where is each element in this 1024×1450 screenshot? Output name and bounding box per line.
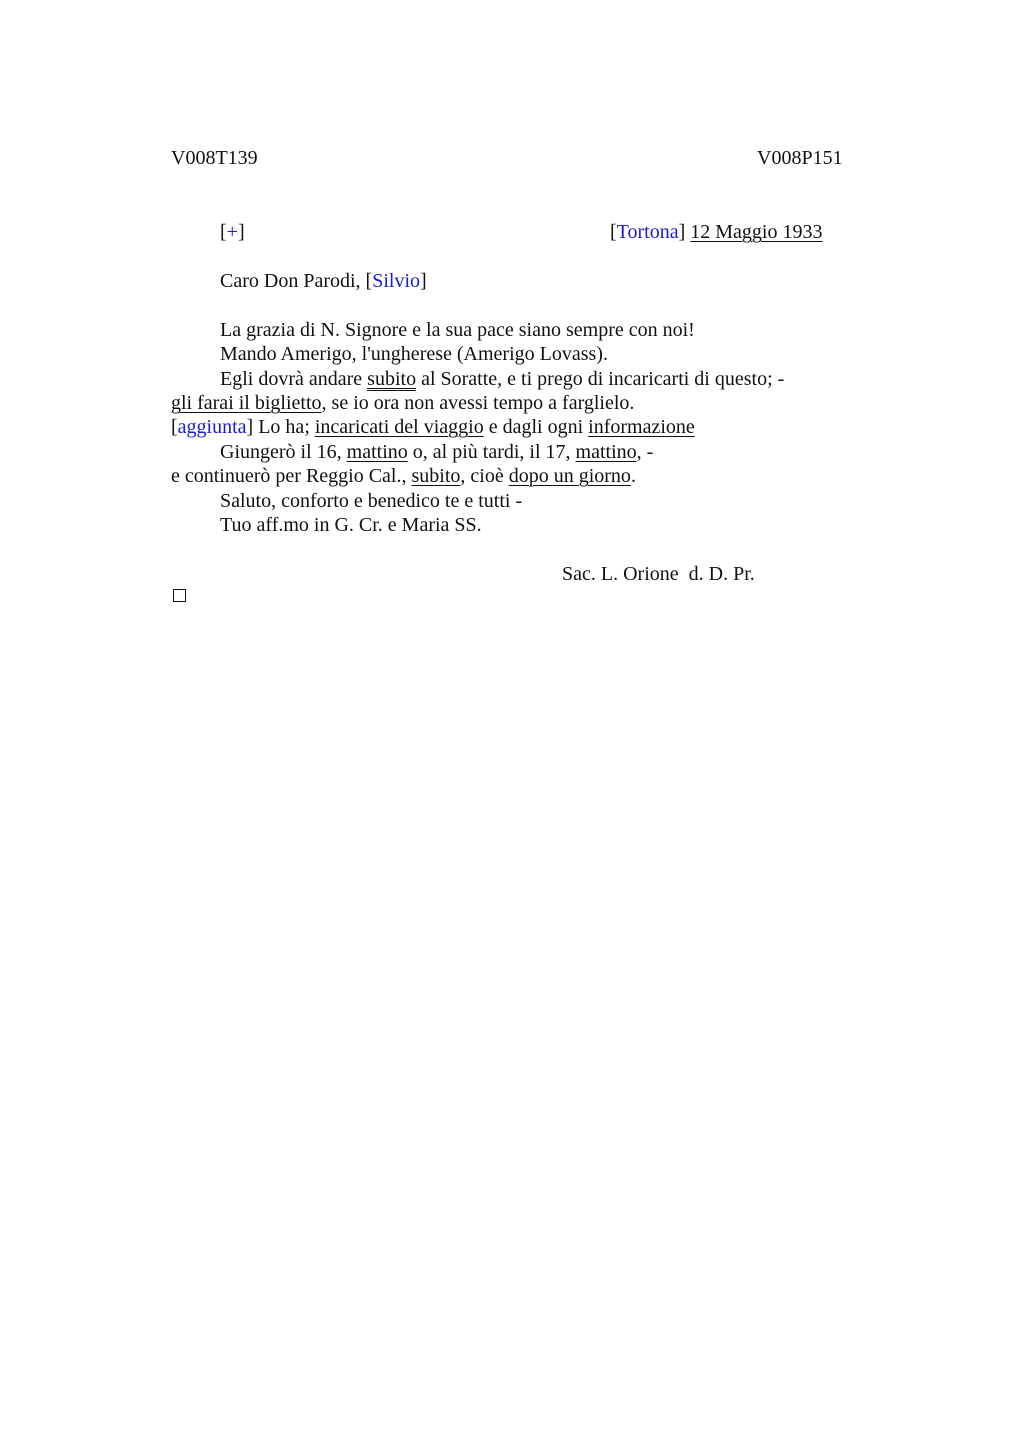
body-line-9: Tuo aff.mo in G. Cr. e Maria SS.: [220, 514, 482, 536]
text-run: , -: [636, 441, 654, 463]
text-run: , cioè: [460, 465, 509, 487]
text-run: , se io ora non avessi tempo a farglielo.: [321, 392, 635, 414]
cross-mark[interactable]: +: [226, 221, 238, 243]
underlined-text: mattino: [575, 441, 637, 463]
date-text: 12 Maggio 1933: [690, 221, 823, 243]
body-line-3: [220, 367, 784, 391]
bracket-open: [: [171, 416, 178, 438]
bracket-close: ]: [237, 221, 245, 243]
bracket-close: ]: [678, 221, 686, 243]
signature: Sac. L. Orione d. D. Pr.: [562, 563, 755, 585]
body-line-4: [171, 391, 634, 415]
salutation-text: Caro Don Parodi,: [220, 270, 366, 292]
body-line-8: Saluto, conforto e benedico te e tutti -: [220, 490, 523, 512]
salutation: [220, 269, 427, 293]
end-square-icon: [173, 589, 186, 602]
underlined-text: incaricati del viaggio: [314, 416, 484, 438]
underlined-text: informazione: [588, 416, 695, 438]
bracket-open: [: [610, 221, 617, 243]
body-line-7: [171, 464, 636, 488]
text-run: o, al più tardi, il 17,: [407, 441, 576, 463]
text-run: Lo ha;: [253, 416, 315, 438]
underlined-text: mattino: [346, 441, 408, 463]
dateline-cross: [220, 220, 245, 244]
header-right-code: V008P151: [757, 147, 843, 169]
place-link[interactable]: Tortona: [616, 221, 679, 243]
bracket-close: ]: [246, 416, 254, 438]
underlined-text: subito: [411, 465, 461, 487]
addition-link[interactable]: aggiunta: [177, 416, 247, 438]
text-run: .: [630, 465, 636, 487]
double-underlined-text: subito: [367, 368, 417, 390]
bracket-open: [: [220, 221, 227, 243]
header-left-code: V008T139: [171, 147, 258, 169]
body-line-6: [220, 440, 653, 464]
dateline-place-date: [610, 220, 822, 244]
text-run: e dagli ogni: [483, 416, 589, 438]
text-run: Egli dovrà andare: [220, 368, 368, 390]
text-run: Giungerò il 16,: [220, 441, 347, 463]
bracket-open: [: [365, 270, 373, 292]
body-line-1: La grazia di N. Signore e la sua pace siano sempre con noi!: [220, 319, 695, 341]
text-run: e continuerò per Reggio Cal.,: [171, 465, 412, 487]
body-line-2: Mando Amerigo, l'ungherese (Amerigo Lovass).: [220, 343, 608, 365]
bracket-close: ]: [420, 270, 427, 292]
name-link[interactable]: Silvio: [372, 270, 421, 292]
body-line-5: [171, 415, 695, 439]
text-run: al Soratte, e ti prego di incaricarti di questo; -: [416, 368, 785, 390]
underlined-text: dopo un giorno: [508, 465, 631, 487]
underlined-text: gli farai il biglietto: [171, 392, 322, 414]
